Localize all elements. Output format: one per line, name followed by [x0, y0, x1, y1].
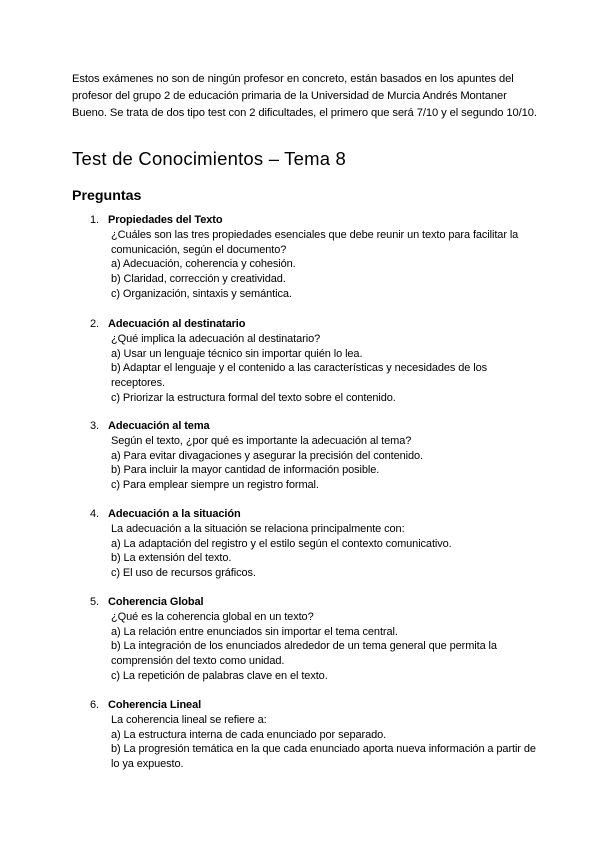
question-1 — [90, 213, 540, 302]
question-5 — [90, 595, 540, 684]
answer-option-a: a) Para evitar divagaciones y asegurar la precisión del contenido. — [111, 449, 423, 462]
answer-option-b: b) La progresión temática en la que cada enunciado aporta nueva información a partir de lo ya expuesto. — [111, 743, 536, 771]
question-prompt: Según el texto, ¿por qué es importante la adecuación al tema? — [111, 434, 412, 447]
answer-option-a: a) La adaptación del registro y el estilo según el contexto comunicativo. — [111, 537, 452, 550]
question-number: 1. — [90, 214, 99, 226]
question-title: Coherencia Lineal — [108, 699, 202, 711]
question-4 — [90, 507, 540, 581]
question-6 — [90, 698, 540, 772]
question-prompt: La adecuación a la situación se relaciona principalmente con: — [111, 522, 405, 535]
answer-option-a: a) Usar un lenguaje técnico sin importar quién lo lea. — [111, 347, 363, 360]
question-number: 2. — [90, 318, 99, 330]
answer-option-c: c) Para emplear siempre un registro formal. — [111, 479, 319, 492]
answer-option-a: a) La estructura interna de cada enunciado por separado. — [111, 728, 387, 741]
section-heading-preguntas: Preguntas — [72, 188, 142, 204]
question-title: Adecuación al tema — [108, 420, 210, 432]
answer-option-b: b) Adaptar el lenguaje y el contenido a las características y necesidades de los receptores. — [111, 362, 488, 390]
question-prompt: La coherencia lineal se refiere a: — [111, 713, 267, 726]
question-title: Propiedades del Texto — [108, 214, 223, 226]
question-title: Adecuación al destinatario — [108, 318, 246, 330]
intro-paragraph: Estos exámenes no son de ningún profesor en concreto, están basados en los apuntes del profesor del grupo 2 de educación primaria de la Universidad de Murcia Andrés Montaner Bueno. Se trata de dos tipo test con 2 dificultades, el primero que será 7/10 y el segundo 10/10. — [72, 73, 537, 119]
answer-option-b: b) La integración de los enunciados alrededor de un tema general que permita la comprensión del texto como unidad. — [111, 640, 497, 668]
answer-option-a: a) La relación entre enunciados sin importar el tema central. — [111, 625, 398, 638]
answer-option-c: c) El uso de recursos gráficos. — [111, 567, 256, 580]
question-prompt: ¿Qué implica la adecuación al destinatario? — [111, 332, 321, 345]
question-number: 4. — [90, 508, 99, 520]
question-prompt: ¿Qué es la coherencia global en un texto? — [111, 610, 314, 623]
question-number: 5. — [90, 596, 99, 608]
question-3 — [90, 419, 540, 493]
question-number: 6. — [90, 699, 99, 711]
answer-option-b: b) Claridad, corrección y creatividad. — [111, 273, 286, 286]
answer-option-c: c) Priorizar la estructura formal del texto sobre el contenido. — [111, 391, 396, 404]
document-title: Test de Conocimientos – Tema 8 — [72, 148, 347, 169]
question-title: Adecuación a la situación — [108, 508, 241, 520]
question-2 — [90, 317, 540, 406]
answer-option-b: b) Para incluir la mayor cantidad de información posible. — [111, 464, 380, 477]
answer-option-b: b) La extensión del texto. — [111, 552, 232, 565]
answer-option-a: a) Adecuación, coherencia y cohesión. — [111, 258, 296, 271]
answer-option-c: c) Organización, sintaxis y semántica. — [111, 287, 292, 300]
question-prompt: ¿Cuáles son las tres propiedades esenciales que debe reunir un texto para facilitar la comunicación, según el documento? — [111, 228, 519, 256]
question-title: Coherencia Global — [108, 596, 204, 608]
answer-option-c: c) La repetición de palabras clave en el texto. — [111, 669, 328, 682]
question-number: 3. — [90, 420, 99, 432]
